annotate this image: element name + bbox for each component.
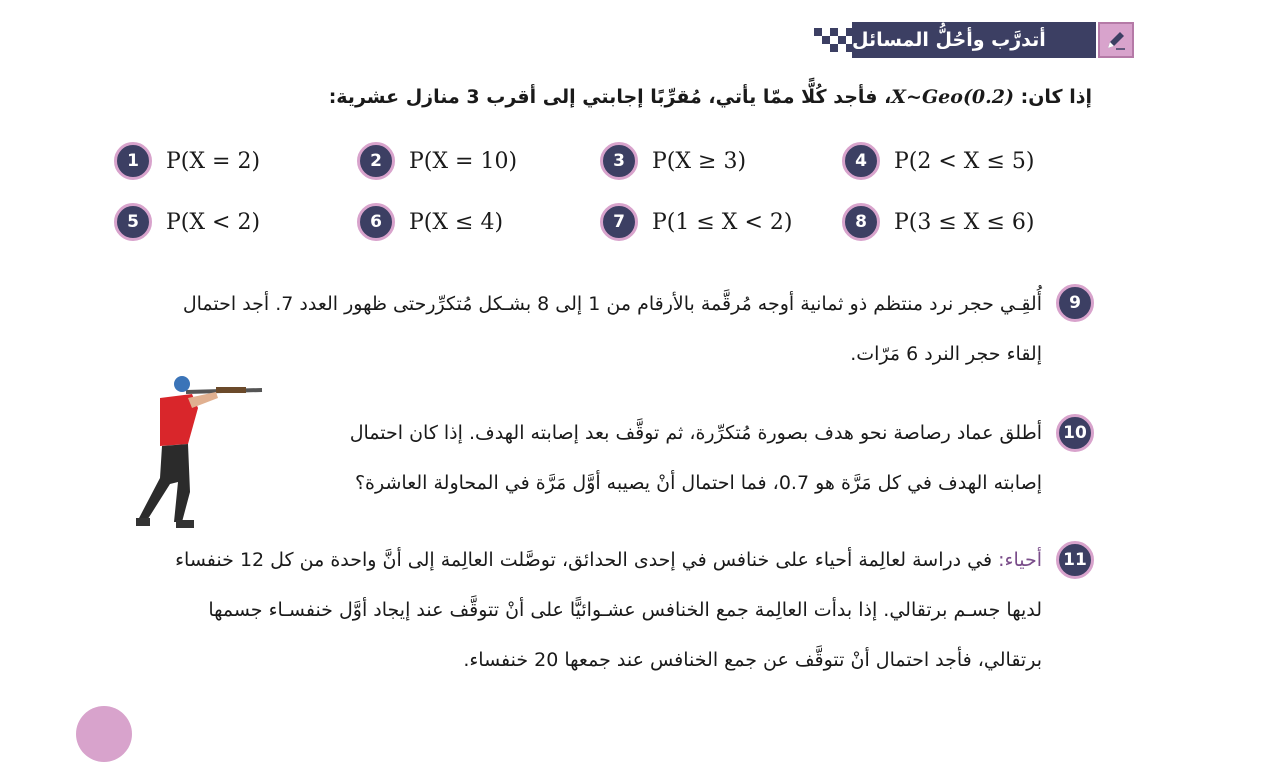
- header-badge: [1098, 22, 1134, 58]
- exercise-number: 7: [600, 203, 638, 241]
- problem-10-line-1: أطلق عماد رصاصة نحو هدف بصورة مُتكرِّرة، ثم توقَّف بعد إصابته الهدف. إذا كان احتمال: [349, 422, 1042, 444]
- exercise-expression: P(3 ≤ X ≤ 6): [894, 209, 1035, 235]
- page-number-badge: [76, 706, 132, 762]
- intro-prefix: إذا كان:: [1020, 86, 1092, 108]
- problem-9-line-2: إلقاء حجر النرد 6 مَرّات.: [850, 343, 1042, 365]
- topic-label: أحياء:: [998, 549, 1042, 571]
- exercise-number: 3: [600, 142, 638, 180]
- section-header: [852, 22, 1096, 58]
- exercise-number: 4: [842, 142, 880, 180]
- problem-11-text: في دراسة لعالِمة أحياء على خنافس في إحدى الحدائق، توصَّلت العالِمة إلى أنَّ واحدة من كل 12 خنفساء: [175, 549, 993, 571]
- exercise-expression: P(X ≤ 4): [409, 209, 504, 235]
- exercise-expression: P(X ≥ 3): [652, 148, 747, 174]
- exercise-expression: P(1 ≤ X < 2): [652, 209, 793, 235]
- intro-text: [329, 86, 1092, 108]
- exercise-number: 6: [357, 203, 395, 241]
- problem-10-line-2: إصابته الهدف في كل مَرَّة هو 0.7، فما احتمال أنْ يصيبه أوَّل مَرَّة في المحاولة العاشرة؟: [354, 472, 1042, 494]
- pencil-icon: [1104, 28, 1128, 52]
- exercise-8: [842, 204, 1034, 240]
- exercise-number: 8: [842, 203, 880, 241]
- intro-suffix: ، فأجد كُلًّا ممّا يأتي، مُقرِّبًا إجابتي إلى أقرب 3 منازل عشرية:: [328, 86, 892, 108]
- exercise-expression: P(X < 2): [166, 209, 261, 235]
- exercise-number: 1: [114, 142, 152, 180]
- exercise-expression: P(X = 10): [409, 148, 518, 174]
- exercise-5: [114, 204, 260, 240]
- exercise-7: [600, 204, 792, 240]
- exercise-6: [357, 204, 503, 240]
- problem-11-line-2: لديها جسـم برتقالي. إذا بدأت العالِمة جمع الخنافس عشـوائيًّا على أنْ تتوقَّف عند إيجاد أوَّل خنفسـاء جسمها: [208, 599, 1042, 621]
- exercise-expression: P(X = 2): [166, 148, 261, 174]
- exercise-number: 5: [114, 203, 152, 241]
- problem-number: 9: [1056, 284, 1094, 322]
- problem-number: 10: [1056, 414, 1094, 452]
- intro-math: X~Geo(0.2): [891, 86, 1014, 108]
- exercise-2: [357, 143, 517, 179]
- problem-9-line-1: أُلقِـي حجر نرد منتظم ذو ثمانية أوجه مُرقَّمة بالأرقام من 1 إلى 8 بشـكل مُتكرِّرحتى ظهور العدد 7. أجد احتمال: [182, 293, 1042, 315]
- problem-11-line-3: برتقالي، فأجد احتمال أنْ تتوقَّف عن جمع الخنافس عند جمعها 20 خنفساء.: [463, 649, 1042, 671]
- shooter-illustration: [126, 372, 266, 534]
- exercise-4: [842, 143, 1034, 179]
- exercise-1: [114, 143, 260, 179]
- section-title: أتدرَّب وأحُلُّ المسائل: [852, 29, 1046, 51]
- exercise-3: [600, 143, 746, 179]
- problem-11-line-1: [175, 535, 1042, 585]
- problem-number: 11: [1056, 541, 1094, 579]
- exercise-expression: P(2 < X ≤ 5): [894, 148, 1035, 174]
- exercise-number: 2: [357, 142, 395, 180]
